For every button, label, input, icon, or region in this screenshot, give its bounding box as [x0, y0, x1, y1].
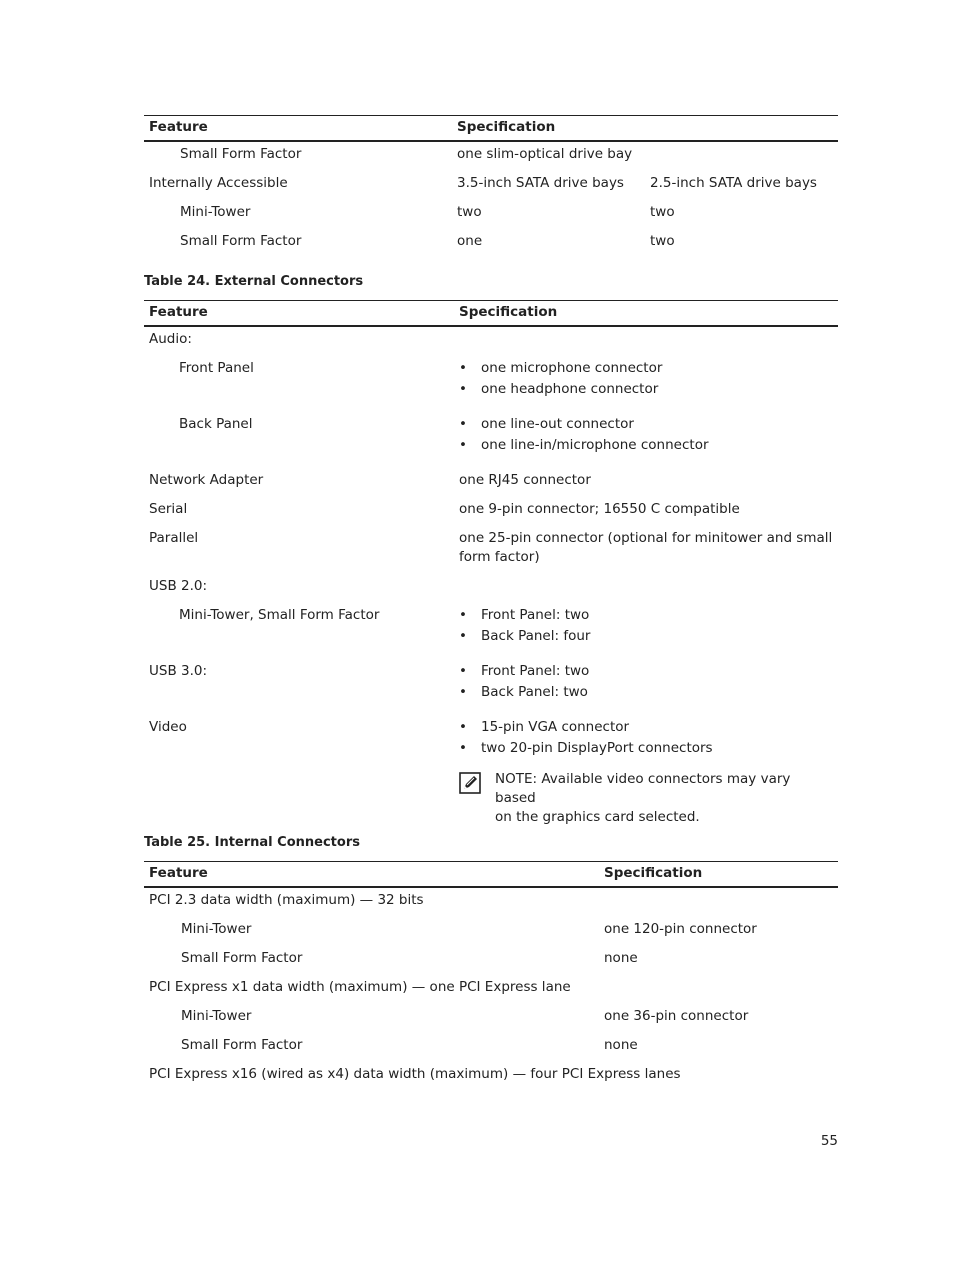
- note-pencil-icon: [459, 772, 481, 794]
- feature-cell: Small Form Factor: [181, 950, 303, 966]
- table-row: [144, 606, 838, 662]
- internal-connectors-table: [144, 861, 838, 1094]
- table-row: [144, 1065, 838, 1094]
- table-row: [144, 174, 838, 203]
- table-header: [144, 861, 838, 888]
- list-item: • Back Panel: two: [459, 683, 589, 704]
- list-item: • one line-out connector: [459, 415, 709, 436]
- feature-cell: Internally Accessible: [149, 175, 288, 191]
- spec-cell: one RJ45 connector: [459, 472, 591, 488]
- table-row: [144, 471, 838, 500]
- feature-cell: Mini-Tower: [181, 1008, 252, 1024]
- feature-cell: Small Form Factor: [180, 146, 302, 162]
- feature-cell: PCI 2.3 data width (maximum) — 32 bits: [149, 892, 424, 908]
- spec-cell: 2.5-inch SATA drive bays: [650, 175, 817, 191]
- feature-cell: Small Form Factor: [181, 1037, 303, 1053]
- feature-cell: Network Adapter: [149, 472, 264, 488]
- front-panel-list: [459, 359, 662, 400]
- feature-cell: Serial: [149, 501, 188, 517]
- note-label: NOTE:: [495, 771, 538, 787]
- spec-cell: none: [604, 950, 638, 966]
- table-row: [144, 203, 838, 232]
- table-header: [144, 115, 838, 142]
- spec-cell: two: [457, 204, 482, 220]
- spec-cell: two: [650, 233, 675, 249]
- spec-cell: none: [604, 1037, 638, 1053]
- table-24-caption: Table 24. External Connectors: [144, 274, 364, 289]
- table-row: [144, 500, 838, 529]
- list-item: • one line-in/microphone connector: [459, 436, 709, 457]
- note-text: [495, 770, 835, 827]
- list-item: • 15-pin VGA connector: [459, 718, 713, 739]
- table-header: [144, 300, 838, 327]
- feature-cell: PCI Express x16 (wired as x4) data width (maximum) — four PCI Express lanes: [149, 1066, 681, 1082]
- drives-table: [144, 115, 838, 261]
- table-row: [144, 359, 838, 415]
- table-row: [144, 1036, 838, 1065]
- page-number: 55: [820, 1133, 838, 1149]
- table-row: [144, 529, 838, 577]
- video-list: [459, 718, 713, 759]
- header-specification: Specification: [457, 119, 556, 135]
- spec-line: one 25-pin connector (optional for minitower and small: [459, 530, 833, 546]
- list-item: • Back Panel: four: [459, 627, 590, 648]
- header-specification: Specification: [459, 304, 558, 320]
- note-line: Available video connectors may vary based: [495, 771, 791, 806]
- header-feature: Feature: [149, 119, 208, 135]
- table-row: [144, 415, 838, 471]
- table-row: [144, 330, 838, 359]
- spec-cell: one 120-pin connector: [604, 921, 757, 937]
- table-row: [144, 662, 838, 718]
- back-panel-list: [459, 415, 709, 456]
- spec-cell: one slim-optical drive bay: [457, 146, 633, 162]
- feature-cell: Mini-Tower: [180, 204, 251, 220]
- table-row: [144, 1007, 838, 1036]
- table-row: [144, 891, 838, 920]
- feature-cell: Small Form Factor: [180, 233, 302, 249]
- usb2-label: USB 2.0:: [149, 578, 208, 594]
- table-row: [144, 949, 838, 978]
- table-row: [144, 232, 838, 261]
- header-feature: Feature: [149, 865, 208, 881]
- feature-cell: PCI Express x1 data width (maximum) — one PCI Express lane: [149, 979, 571, 995]
- table-row: [144, 145, 838, 174]
- external-connectors-table: [144, 300, 838, 825]
- spec-cell: [459, 529, 838, 567]
- header-specification: Specification: [604, 865, 703, 881]
- usb3-list: [459, 662, 589, 703]
- spec-cell: one 36-pin connector: [604, 1008, 749, 1024]
- table-row: [144, 577, 838, 606]
- video-label: Video: [149, 719, 187, 735]
- spec-line: form factor): [459, 549, 540, 565]
- header-feature: Feature: [149, 304, 208, 320]
- spec-cell: two: [650, 204, 675, 220]
- list-item: • two 20-pin DisplayPort connectors: [459, 739, 713, 760]
- table-25-caption: Table 25. Internal Connectors: [144, 835, 360, 850]
- table-row: [144, 978, 838, 1007]
- note-line: on the graphics card selected.: [495, 809, 700, 825]
- front-panel-label: Front Panel: [179, 360, 254, 376]
- back-panel-label: Back Panel: [179, 416, 253, 432]
- usb2-sub-label: Mini-Tower, Small Form Factor: [179, 607, 380, 623]
- usb3-label: USB 3.0:: [149, 663, 208, 679]
- feature-cell: Parallel: [149, 530, 199, 546]
- spec-cell: one: [457, 233, 483, 249]
- feature-cell: Mini-Tower: [181, 921, 252, 937]
- table-row: [144, 920, 838, 949]
- list-item: • one headphone connector: [459, 380, 662, 401]
- list-item: • Front Panel: two: [459, 606, 590, 627]
- usb2-list: [459, 606, 590, 647]
- list-item: • one microphone connector: [459, 359, 662, 380]
- spec-cell: one 9-pin connector; 16550 C compatible: [459, 501, 740, 517]
- table-row: [144, 718, 838, 825]
- spec-cell: 3.5-inch SATA drive bays: [457, 175, 624, 191]
- list-item: • Front Panel: two: [459, 662, 589, 683]
- audio-label: Audio:: [149, 331, 192, 347]
